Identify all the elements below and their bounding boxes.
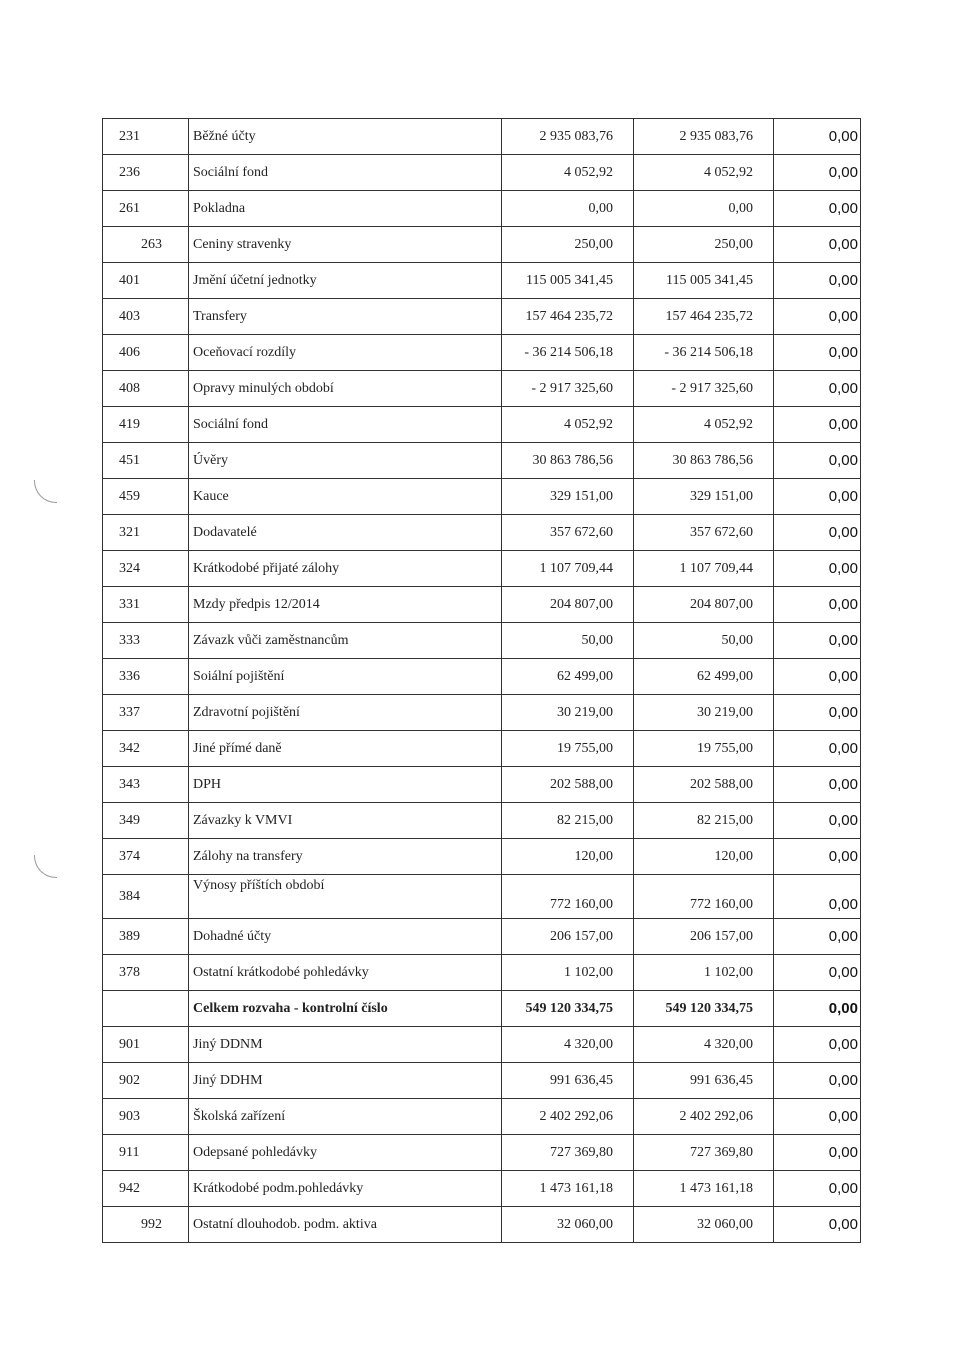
difference-cell: 0,00: [774, 695, 861, 731]
table-row: [103, 551, 861, 587]
account-name-cell: Opravy minulých období: [189, 371, 502, 407]
table-row: [103, 955, 861, 991]
table-row: [103, 407, 861, 443]
account-name-cell: Dohadné účty: [189, 919, 502, 955]
value-cell: 4 320,00: [634, 1027, 774, 1063]
account-cell: 401: [103, 263, 189, 299]
account-name-cell: Zdravotní pojištění: [189, 695, 502, 731]
account-name-cell: Ostatní krátkodobé pohledávky: [189, 955, 502, 991]
value-cell: 32 060,00: [634, 1207, 774, 1243]
difference-cell: 0,00: [774, 227, 861, 263]
account-name-cell: Ostatní dlouhodob. podm. aktiva: [189, 1207, 502, 1243]
value-cell: 357 672,60: [502, 515, 634, 551]
value-cell: 727 369,80: [634, 1135, 774, 1171]
value-cell: 2 935 083,76: [634, 119, 774, 155]
account-name-cell: Sociální fond: [189, 155, 502, 191]
value-cell: 202 588,00: [502, 767, 634, 803]
difference-cell: 0,00: [774, 155, 861, 191]
value-cell: 30 863 786,56: [502, 443, 634, 479]
value-cell: 1 102,00: [502, 955, 634, 991]
value-cell: 204 807,00: [634, 587, 774, 623]
account-name-cell: Transfery: [189, 299, 502, 335]
punch-hole-mark: [34, 855, 57, 878]
account-name-cell: Výnosy příštích období: [189, 875, 502, 919]
difference-cell: 0,00: [774, 551, 861, 587]
account-cell: 911: [103, 1135, 189, 1171]
account-cell: 378: [103, 955, 189, 991]
difference-cell: 0,00: [774, 767, 861, 803]
difference-cell: 0,00: [774, 623, 861, 659]
account-name-cell: Běžné účty: [189, 119, 502, 155]
value-cell: - 2 917 325,60: [502, 371, 634, 407]
table-row: [103, 1063, 861, 1099]
account-cell: [103, 991, 189, 1027]
difference-cell: 0,00: [774, 991, 861, 1027]
account-cell: 459: [103, 479, 189, 515]
account-cell: 333: [103, 623, 189, 659]
account-name-cell: Odepsané pohledávky: [189, 1135, 502, 1171]
value-cell: 32 060,00: [502, 1207, 634, 1243]
account-cell: 263: [103, 227, 189, 263]
difference-cell: 0,00: [774, 299, 861, 335]
account-cell: 902: [103, 1063, 189, 1099]
value-cell: - 36 214 506,18: [634, 335, 774, 371]
value-cell: 50,00: [502, 623, 634, 659]
difference-cell: 0,00: [774, 119, 861, 155]
value-cell: 19 755,00: [634, 731, 774, 767]
table-row: [103, 155, 861, 191]
account-name-cell: Zálohy na transfery: [189, 839, 502, 875]
account-cell: 337: [103, 695, 189, 731]
value-cell: 62 499,00: [502, 659, 634, 695]
value-cell: 50,00: [634, 623, 774, 659]
account-cell: 451: [103, 443, 189, 479]
value-cell: 357 672,60: [634, 515, 774, 551]
table-row: [103, 839, 861, 875]
account-cell: 331: [103, 587, 189, 623]
account-name-cell: Závazk vůči zaměstnancům: [189, 623, 502, 659]
table-row: [103, 659, 861, 695]
account-cell: 261: [103, 191, 189, 227]
value-cell: 1 107 709,44: [634, 551, 774, 587]
table-row: [103, 1027, 861, 1063]
value-cell: 2 402 292,06: [502, 1099, 634, 1135]
value-cell: 2 402 292,06: [634, 1099, 774, 1135]
account-cell: 336: [103, 659, 189, 695]
value-cell: 206 157,00: [634, 919, 774, 955]
account-name-cell: Krátkodobé přijaté zálohy: [189, 551, 502, 587]
value-cell: 549 120 334,75: [502, 991, 634, 1027]
value-cell: 1 473 161,18: [634, 1171, 774, 1207]
account-name-cell: Pokladna: [189, 191, 502, 227]
account-cell: 349: [103, 803, 189, 839]
table-row: [103, 767, 861, 803]
account-cell: 419: [103, 407, 189, 443]
account-name-cell: Školská zařízení: [189, 1099, 502, 1135]
value-cell: 250,00: [634, 227, 774, 263]
account-cell: 236: [103, 155, 189, 191]
difference-cell: 0,00: [774, 731, 861, 767]
account-cell: 321: [103, 515, 189, 551]
account-name-cell: Úvěry: [189, 443, 502, 479]
value-cell: 1 473 161,18: [502, 1171, 634, 1207]
value-cell: 772 160,00: [502, 875, 634, 919]
table-row: [103, 623, 861, 659]
difference-cell: 0,00: [774, 515, 861, 551]
table-row: [103, 1099, 861, 1135]
difference-cell: 0,00: [774, 407, 861, 443]
difference-cell: 0,00: [774, 1207, 861, 1243]
account-name-cell: Jiné přímé daně: [189, 731, 502, 767]
account-name-cell: Ceniny stravenky: [189, 227, 502, 263]
value-cell: 82 215,00: [634, 803, 774, 839]
difference-cell: 0,00: [774, 875, 861, 919]
value-cell: 991 636,45: [502, 1063, 634, 1099]
table-row: [103, 1207, 861, 1243]
account-cell: 343: [103, 767, 189, 803]
account-name-cell: Jmění účetní jednotky: [189, 263, 502, 299]
table-row: [103, 263, 861, 299]
difference-cell: 0,00: [774, 955, 861, 991]
value-cell: 4 052,92: [502, 407, 634, 443]
difference-cell: 0,00: [774, 1099, 861, 1135]
value-cell: 1 107 709,44: [502, 551, 634, 587]
table-row: [103, 191, 861, 227]
value-cell: 2 935 083,76: [502, 119, 634, 155]
table-row: [103, 731, 861, 767]
value-cell: 30 863 786,56: [634, 443, 774, 479]
account-name-cell: Sociální fond: [189, 407, 502, 443]
account-cell: 903: [103, 1099, 189, 1135]
table-row: [103, 299, 861, 335]
value-cell: 206 157,00: [502, 919, 634, 955]
value-cell: 329 151,00: [502, 479, 634, 515]
value-cell: 115 005 341,45: [634, 263, 774, 299]
value-cell: 62 499,00: [634, 659, 774, 695]
table-row: [103, 803, 861, 839]
account-name-cell: DPH: [189, 767, 502, 803]
difference-cell: 0,00: [774, 371, 861, 407]
value-cell: 0,00: [634, 191, 774, 227]
account-name-cell: Mzdy předpis 12/2014: [189, 587, 502, 623]
account-cell: 942: [103, 1171, 189, 1207]
balance-table: [102, 118, 861, 1243]
account-cell: 403: [103, 299, 189, 335]
value-cell: 30 219,00: [502, 695, 634, 731]
total-row: [103, 991, 861, 1027]
table-row: [103, 587, 861, 623]
table-row: [103, 695, 861, 731]
value-cell: 549 120 334,75: [634, 991, 774, 1027]
account-name-cell: Krátkodobé podm.pohledávky: [189, 1171, 502, 1207]
value-cell: 157 464 235,72: [634, 299, 774, 335]
balance-table-body: [103, 119, 861, 1243]
value-cell: 0,00: [502, 191, 634, 227]
table-row: [103, 227, 861, 263]
account-name-cell: Oceňovací rozdíly: [189, 335, 502, 371]
account-name-cell: Jiný DDNM: [189, 1027, 502, 1063]
table-row: [103, 1171, 861, 1207]
difference-cell: 0,00: [774, 1171, 861, 1207]
difference-cell: 0,00: [774, 659, 861, 695]
difference-cell: 0,00: [774, 587, 861, 623]
value-cell: 4 052,92: [634, 155, 774, 191]
account-name-cell: Závazky k VMVI: [189, 803, 502, 839]
difference-cell: 0,00: [774, 803, 861, 839]
value-cell: 991 636,45: [634, 1063, 774, 1099]
account-cell: 324: [103, 551, 189, 587]
difference-cell: 0,00: [774, 443, 861, 479]
table-row: [103, 1135, 861, 1171]
account-cell: 374: [103, 839, 189, 875]
value-cell: 202 588,00: [634, 767, 774, 803]
table-row: [103, 335, 861, 371]
value-cell: 1 102,00: [634, 955, 774, 991]
value-cell: 82 215,00: [502, 803, 634, 839]
value-cell: 4 052,92: [502, 155, 634, 191]
value-cell: 4 320,00: [502, 1027, 634, 1063]
account-cell: 342: [103, 731, 189, 767]
difference-cell: 0,00: [774, 839, 861, 875]
account-cell: 901: [103, 1027, 189, 1063]
value-cell: - 36 214 506,18: [502, 335, 634, 371]
difference-cell: 0,00: [774, 335, 861, 371]
difference-cell: 0,00: [774, 1027, 861, 1063]
account-cell: 231: [103, 119, 189, 155]
value-cell: 157 464 235,72: [502, 299, 634, 335]
value-cell: 120,00: [634, 839, 774, 875]
table-row: [103, 443, 861, 479]
account-name-cell: Dodavatelé: [189, 515, 502, 551]
account-cell: 406: [103, 335, 189, 371]
table-row: [103, 919, 861, 955]
difference-cell: 0,00: [774, 1063, 861, 1099]
account-cell: 389: [103, 919, 189, 955]
value-cell: 727 369,80: [502, 1135, 634, 1171]
value-cell: 204 807,00: [502, 587, 634, 623]
table-row: [103, 479, 861, 515]
value-cell: 115 005 341,45: [502, 263, 634, 299]
table-row: [103, 875, 861, 919]
value-cell: 329 151,00: [634, 479, 774, 515]
account-name-cell: Celkem rozvaha - kontrolní číslo: [189, 991, 502, 1027]
difference-cell: 0,00: [774, 1135, 861, 1171]
account-name-cell: Jiný DDHM: [189, 1063, 502, 1099]
punch-hole-mark: [34, 480, 57, 503]
table-row: [103, 371, 861, 407]
difference-cell: 0,00: [774, 191, 861, 227]
balance-sheet: [102, 118, 860, 1243]
value-cell: 30 219,00: [634, 695, 774, 731]
account-cell: 992: [103, 1207, 189, 1243]
account-cell: 384: [103, 875, 189, 919]
account-name-cell: Soiální pojištění: [189, 659, 502, 695]
difference-cell: 0,00: [774, 479, 861, 515]
account-name-cell: Kauce: [189, 479, 502, 515]
account-cell: 408: [103, 371, 189, 407]
value-cell: 4 052,92: [634, 407, 774, 443]
difference-cell: 0,00: [774, 919, 861, 955]
table-row: [103, 119, 861, 155]
value-cell: - 2 917 325,60: [634, 371, 774, 407]
value-cell: 120,00: [502, 839, 634, 875]
value-cell: 19 755,00: [502, 731, 634, 767]
value-cell: 250,00: [502, 227, 634, 263]
table-row: [103, 515, 861, 551]
value-cell: 772 160,00: [634, 875, 774, 919]
difference-cell: 0,00: [774, 263, 861, 299]
